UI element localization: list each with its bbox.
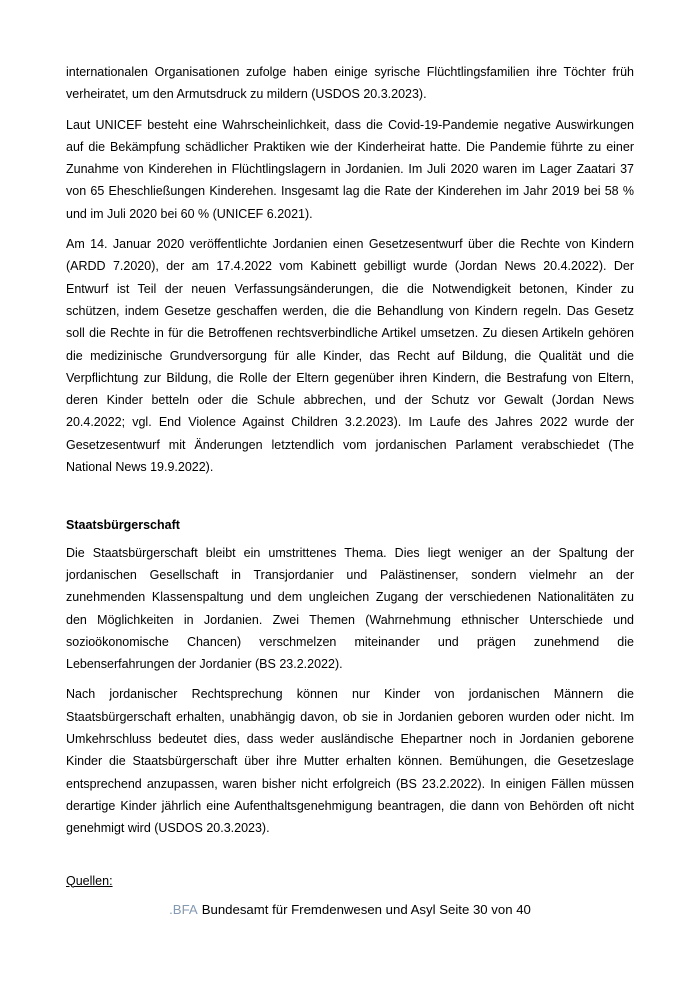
- paragraph: [66, 114, 634, 225]
- sources-heading: Quellen:: [66, 873, 113, 888]
- text-line: Nach jordanischer Rechtsprechung können nur Kinder von jordanischen Männern die: [66, 687, 634, 702]
- text-line: deren Kinder betteln oder die Schule abbrechen, und der Schutz vor Gewalt (Jordan News: [66, 393, 634, 408]
- text-line: Entwurf ist Teil der neuen Verfassungsänderungen, die die Notwendigkeit betonen, Kinder zu: [66, 281, 634, 296]
- text-line: Kinder die Staatsbürgerschaft über ihre Mutter erhalten können. Bemühungen, die Gesetzeslage: [66, 754, 634, 769]
- text-line: und im Juli 2020 bei 60 % (UNICEF 6.2021).: [66, 206, 313, 221]
- text-line: Gesetzesentwurf mit Änderungen letztendlich vom jordanischen Parlament verabschiedet (The: [66, 437, 634, 452]
- text-line: auf die Bekämpfung schädlicher Praktiken wie der Kinderheirat hatte. Die Pandemie führte zu einer: [66, 139, 634, 154]
- text-line: Verpflichtung zur Bildung, die Rolle der Eltern gegenüber ihren Kindern, die Bestrafung von Eltern,: [66, 370, 634, 385]
- document-body: [66, 61, 634, 892]
- text-line: Zunahme von Kinderehen in Flüchtlingslagern in Jordanien. Im Juli 2020 waren im Lager Zaatari 37: [66, 162, 634, 177]
- text-line: (ARDD 7.2020), der am 17.4.2022 vom Kabinett gebilligt wurde (Jordan News 20.4.2022). Der: [66, 259, 634, 274]
- text-line: schützen, indem Gesetze geschaffen werden, die die Behandlung von Kindern regeln. Das Gesetz: [66, 303, 634, 318]
- footer-institution: Bundesamt für Fremdenwesen und Asyl: [201, 902, 436, 917]
- text-line: derartige Kinder jährlich eine Aufenthaltsgenehmigung beantragen, die dann von Behörden oft nicht: [66, 798, 634, 813]
- text-line: Laut UNICEF besteht eine Wahrscheinlichkeit, dass die Covid-19-Pandemie negative Auswirkungen: [66, 117, 634, 132]
- text-line: verheiratet, um den Armutsdruck zu mildern (USDOS 20.3.2023).: [66, 87, 427, 102]
- text-line: jordanischen Gesellschaft in Transjordanier und Palästinenser, sondern vielmehr an der: [66, 567, 634, 582]
- page-footer: [0, 902, 700, 917]
- text-line: Lebenserfahrungen der Jordanier (BS 23.2.2022).: [66, 657, 343, 672]
- paragraph: [66, 542, 634, 676]
- text-line: 20.4.2022; vgl. End Violence Against Children 3.2.2023). Im Laufe des Jahres 2022 wurde der: [66, 415, 634, 430]
- text-line: Die Staatsbürgerschaft bleibt ein umstrittenes Thema. Dies liegt weniger an der Spaltung der: [66, 545, 634, 560]
- text-line: Am 14. Januar 2020 veröffentlichte Jordanien einen Gesetzesentwurf über die Rechte von Kindern: [66, 237, 634, 252]
- text-line: von 65 Eheschließungen Kinderehen. Insgesamt lag die Rate der Kinderehen im Jahr 2019 bei 58 %: [66, 184, 634, 199]
- paragraph: [66, 683, 634, 839]
- text-line: Umkehrschluss bedeutet dies, dass weder ausländische Ehepartner noch in Jordanien geborene: [66, 732, 634, 747]
- text-line: sozioökonomische Chancen) verschmelzen miteinander und prägen zunehmend die: [66, 634, 634, 649]
- text-line: entsprechend anzupassen, waren bisher nicht erfolgreich (BS 23.2.2022). In einigen Fällen müssen: [66, 776, 634, 791]
- section-heading: Staatsbürgerschaft: [66, 518, 180, 533]
- paragraph: [66, 233, 634, 478]
- text-line: soll die Rechte in für die Betroffenen rechtsverbindliche Artikel umsetzen. Zu diesen Artikeln gehören: [66, 326, 634, 341]
- paragraph: [66, 61, 634, 106]
- text-line: National News 19.9.2022).: [66, 460, 214, 475]
- text-line: internationalen Organisationen zufolge haben einige syrische Flüchtlingsfamilien ihre Töchter früh: [66, 65, 634, 79]
- text-line: Staatsbürgerschaft erhalten, unabhängig davon, ob sie in Jordanien geboren wurden oder nicht. Im: [66, 709, 634, 724]
- text-line: zunehmenden Klassenspaltung und dem ungleichen Zugang der verschiedenen Nationalitäten zu: [66, 590, 634, 605]
- text-line: genehmigt wird (USDOS 20.3.2023).: [66, 821, 270, 836]
- bfa-logo: .BFA: [169, 902, 198, 917]
- text-line: den Möglichkeiten in Jordanien. Zwei Themen (Wahrnehmung ethnischer Unterschiede und: [66, 612, 634, 627]
- text-line: die medizinische Grundversorgung für alle Kinder, das Recht auf Bildung, die Qualität und die: [66, 348, 634, 363]
- footer-page-number: Seite 30 von 40: [439, 902, 531, 917]
